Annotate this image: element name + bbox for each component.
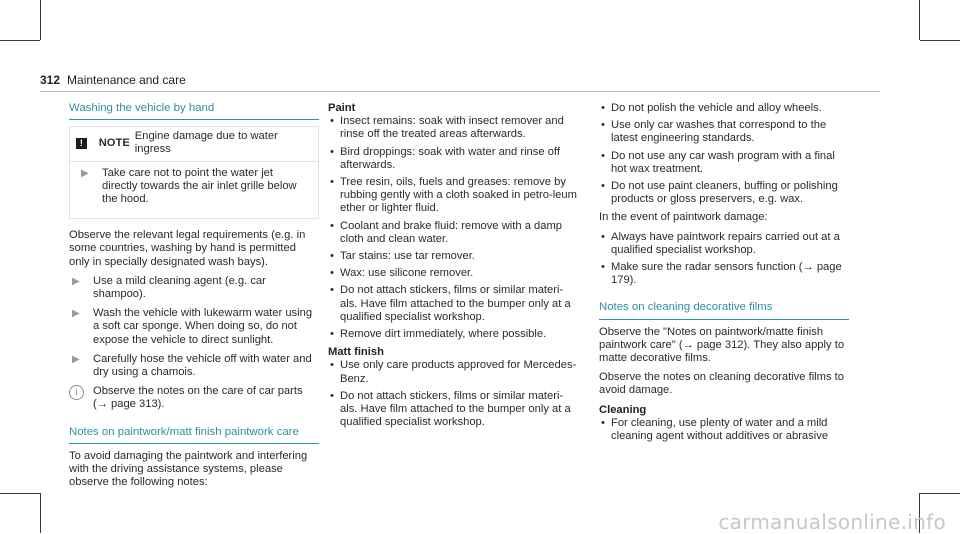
list-item: • Do not attach stickers, films or similar materi-als. Have film attached to the bumper only at a qualified specialist workshop. [328,284,578,324]
step-text: Carefully hose the vehicle off with water and dry using a chamois. [93,352,312,379]
step-arrow-icon: ▶ [72,353,80,365]
subsection-title: Matt finish [328,346,384,359]
list-item: • Use only car washes that correspond to the latest engineering standards. [599,119,849,145]
list-item: • Do not use paint cleaners, buffing or polishing products or gloss preservers, e.g. wax. [599,180,849,206]
list-item: • Always have paintwork repairs carried out at a qualified specialist workshop. [599,231,849,257]
column-middle [328,102,578,434]
crop-mark [920,493,960,494]
column-left [69,102,319,495]
list-item: • Use only care products approved for Mercedes-Benz. [328,359,578,385]
subsection-title: Cleaning [599,403,647,416]
notice-heading: Engine damage due to water ingress [134,130,278,156]
paragraph[interactable]: Observe the "Notes on paintwork/matte finish paintwork care" (→ page 312). They also apply to matte decorative films. [599,325,845,365]
notice-header [70,127,318,161]
list-item: • Tree resin, oils, fuels and greases: remove by rubbing gently with a cloth soaked in petro-leum ether or lighter fluid. [328,176,578,216]
info-icon: i [69,385,84,400]
watermark: carmanualsonline.info [718,509,946,534]
column-right [599,102,849,448]
list-item[interactable]: • Make sure the radar sensors function (→ page 179). [599,261,849,287]
list-item: • Tar stains: use tar remover. [328,250,578,263]
warning-icon: ! [76,138,87,149]
bullet-list [599,102,849,206]
step-text: Use a mild cleaning agent (e.g. car shampoo). [93,274,266,301]
paragraph: To avoid damaging the paintwork and interfering with the driving assistance systems, please observe the following notes: [69,449,308,489]
step-arrow-icon: ▶ [81,167,89,179]
step-text: Take care not to point the water jet directly towards the air inlet grille below the hood. [102,166,297,206]
list-item: • Do not attach stickers, films or similar materi-als. Have film attached to the bumper only at a qualified specialist workshop. [328,390,578,430]
list-item: • Do not use any car wash program with a final hot wax treatment. [599,150,849,176]
step-item [69,307,319,347]
notice-box [69,126,319,219]
step-item [69,353,319,379]
section-title: Notes on cleaning decorative films [599,301,849,319]
step-arrow-icon: ▶ [72,275,80,287]
subsection-title: Paint [328,102,356,114]
list-item: • Insect remains: soak with insect remover and rinse off the treated areas afterwards. [328,115,578,141]
list-item: • Bird droppings: soak with water and rinse off afterwards. [328,146,578,172]
section-title: Notes on paintwork/matt finish paintwork care [69,426,319,444]
bullet-list [328,115,578,341]
bullet-list [328,359,578,429]
header-rule [40,91,880,92]
list-item: • Remove dirt immediately, where possible. [328,328,578,341]
crop-mark [919,0,920,40]
notice-label: NOTE [98,136,130,149]
crop-mark [0,493,40,494]
running-header [40,74,186,87]
crop-mark [40,0,41,40]
notice-step [78,167,310,207]
info-text[interactable]: Observe the notes on the care of car parts (→ page 313). [93,385,303,411]
list-item: • Do not polish the vehicle and alloy wheels. [599,102,849,115]
list-item: • Coolant and brake fluid: remove with a damp cloth and clean water. [328,220,578,246]
page-number: 312 [40,73,61,87]
info-note [69,385,319,411]
step-item [69,275,319,301]
section-name: Maintenance and care [67,73,186,87]
step-text: Wash the vehicle with lukewarm water using a soft car sponge. When doing so, do not expose the vehicle to direct sunlight. [93,307,313,346]
step-arrow-icon: ▶ [72,308,80,320]
crop-mark [0,40,40,41]
bullet-list [599,231,849,288]
notice-body [70,162,318,219]
list-item: • For cleaning, use plenty of water and a mild cleaning agent without additives or abrasive [599,417,849,443]
paragraph: Observe the notes on cleaning decorative films to avoid damage. [599,371,845,397]
crop-mark [40,493,41,533]
paragraph: In the event of paintwork damage: [599,211,768,224]
crop-mark [920,40,960,41]
intro-paragraph: Observe the relevant legal requirements (e.g. in some countries, washing by hand is permitted only in specially designated wash bays). [69,229,306,268]
bullet-list [599,417,849,443]
section-title: Washing the vehicle by hand [69,102,319,120]
list-item: • Wax: use silicone remover. [328,267,578,280]
